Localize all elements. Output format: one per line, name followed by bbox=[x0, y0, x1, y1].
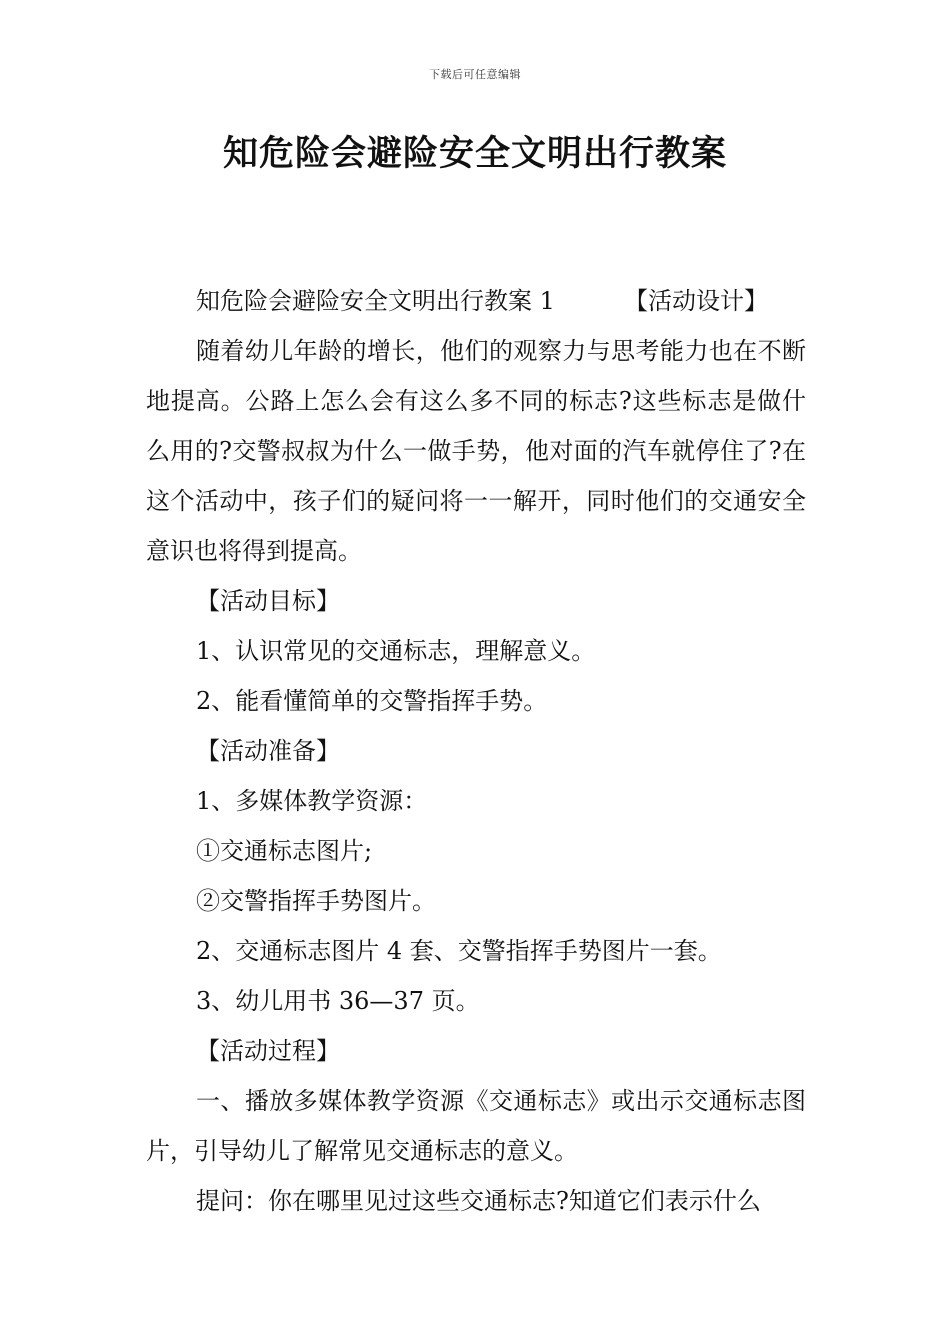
subtitle-line bbox=[146, 276, 806, 326]
paragraph-intro: 随着幼儿年龄的增长，他们的观察力与思考能力也在不断地提高。公路上怎么会有这么多不同的标志?这些标志是做什么用的?交警叔叔为什么一做手势，他对面的汽车就停住了?在这个活动中，孩子们的疑问将一一解开，同时他们的交通安全意识也将得到提高。 bbox=[146, 337, 806, 565]
section-heading-goals: 【活动目标】 bbox=[196, 587, 340, 615]
document-body bbox=[146, 276, 806, 1226]
document-title: 知危险会避险安全文明出行教案 bbox=[222, 133, 727, 174]
section-heading-process: 【活动过程】 bbox=[196, 1037, 340, 1065]
goal-item-1: 1、认识常见的交通标志，理解意义。 bbox=[196, 637, 596, 665]
prep-subitem-2: ②交警指挥手势图片。 bbox=[196, 887, 436, 915]
goal-item-2: 2、能看懂简单的交警指挥手势。 bbox=[196, 687, 548, 715]
prep-item-2: 2、交通标志图片 4 套、交警指挥手势图片一套。 bbox=[196, 937, 722, 965]
process-question: 提问：你在哪里见过这些交通标志?知道它们表示什么 bbox=[196, 1187, 761, 1215]
section-heading-design: 【活动设计】 bbox=[624, 287, 768, 315]
lesson-subtitle: 知危险会避险安全文明出行教案 1 bbox=[196, 287, 555, 315]
prep-subitem-1: ①交通标志图片; bbox=[196, 837, 373, 865]
prep-item-3: 3、幼儿用书 36—37 页。 bbox=[196, 987, 480, 1015]
section-heading-preparation: 【活动准备】 bbox=[196, 737, 340, 765]
prep-item-1: 1、多媒体教学资源： bbox=[196, 787, 428, 815]
process-step-1: 一、播放多媒体教学资源《交通标志》或出示交通标志图片，引导幼儿了解常见交通标志的意义。 bbox=[146, 1087, 806, 1165]
header-note: 下载后可任意编辑 bbox=[429, 68, 521, 81]
